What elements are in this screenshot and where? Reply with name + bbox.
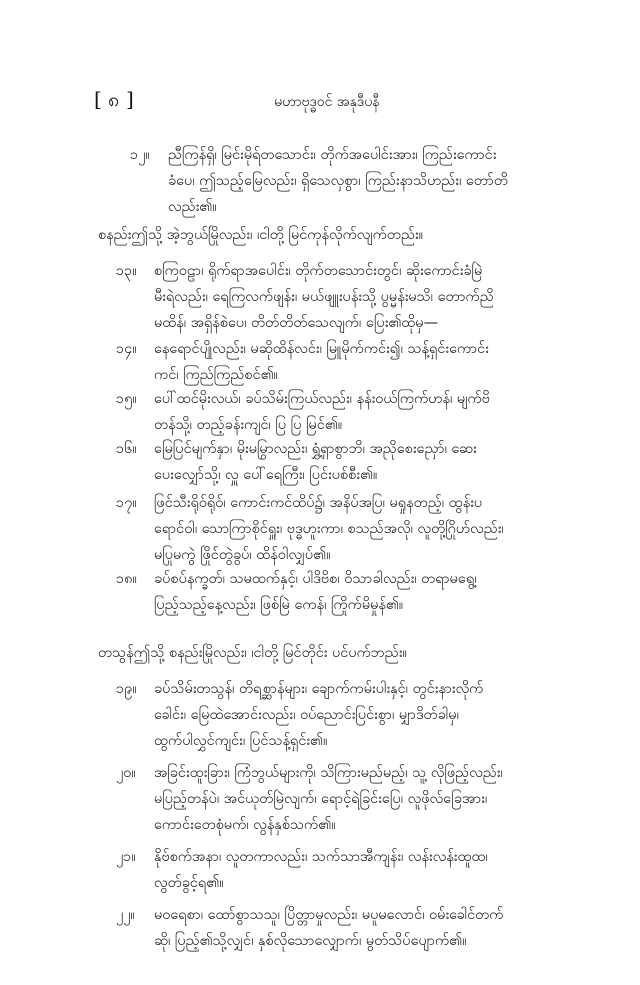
verse-number: ၁၇။ bbox=[116, 495, 137, 511]
verse-line: ညီကြန်ရှိ၊ မြင်းမိုရ်တသောင်း၊ တိုက်အပေါင်းအား၊ ကြည်းကောင်း bbox=[168, 147, 497, 163]
verse-line: ပေါ်ထင်မိုးလယ်၊ ခပ်သိမ်းကြယ်လည်း၊ နန်းဝယ်ကြက်ဟန်၊ မျက်ဗိ bbox=[154, 391, 490, 407]
verse-line: ပြည့်သည့်နေ့လည်း၊ ဖြစ်မြဲ ကေန်၊ ကြိုက်မိမှုန်၏။ bbox=[154, 597, 404, 613]
verse-19 bbox=[116, 676, 590, 754]
verse-number: ၁၃။ bbox=[116, 263, 137, 279]
verse-22 bbox=[116, 902, 590, 954]
verse-number: ၁၂။ bbox=[130, 147, 150, 163]
verse-line: မီးရဲလည်း၊ ရေကြလက်ဖျန်း၊ မယ်ဖျူးပန်းသို့ ပွမ္မန်းမသိ၊ တောက်ညိ bbox=[154, 289, 494, 305]
verse-line: ကင်၊ ကြည်ကြည်စင်၏။ bbox=[154, 367, 278, 383]
verse-line: အခြင်းထူးခြား၊ ကြံဘွယ်များကို၊ သိကြားမည်မည့်၊ သူ့ လိုဖြည့်လည်း၊ bbox=[154, 765, 503, 781]
page-header bbox=[94, 86, 594, 116]
verse-line: ခပ်သိမ်းတသွန်၊ တိရစ္ဆာန်များ၊ ချောက်ကမ်းပါးနှင့်၊ တွင်းနားလိုက် bbox=[154, 681, 484, 697]
prose-line-2: တသွန်ဤသို့ စနည်းမြိုလည်း၊ ၊ငါတို့ မြင်တိုင်း ပင်ပက်ဘည်း။ bbox=[98, 645, 407, 661]
verse-13 bbox=[116, 258, 590, 336]
verse-line: ပေးလျှော်သို့၊ လှူ ပေါ်ရေကြီး၊ ပြင်းပစ်စီး၏။ bbox=[154, 467, 378, 483]
verse-line: လွတ်ခွင့်ရ၏။ bbox=[154, 875, 224, 891]
verse-15 bbox=[116, 386, 590, 438]
verse-number: ၁၈။ bbox=[116, 571, 137, 587]
verse-line: ခပ်စပ်နက္ခတ်၊ သမထက်နှင့်၊ ပါဒိဗိစ၊ ဝိသာခါလည်း၊ တရာမရွေ့၊ bbox=[154, 571, 477, 587]
verse-17 bbox=[116, 490, 590, 568]
verse-line: ခေါင်း၊ မြေထဲအောင်းလည်း၊ ဝပ်ညောင်းပြင်းစွာ၊ မျှာဒိတ်ခါမှ၊ bbox=[154, 707, 459, 723]
verse-21 bbox=[116, 844, 590, 896]
verse-line: စကြဝဠာ၊ ရိုက်ရာအပေါင်း၊ တိုက်တသောင်းတွင်၊ ဆိုးကောင်းခံမြဲ bbox=[154, 263, 483, 279]
verse-line: နေရောင်ပျိုလည်း၊ မဆိုထိန်လင်း၊ မြူမိုက်ကင်း၍၊ သန့်ရှင်းကောင်း bbox=[154, 341, 489, 357]
prose-line-1: စနည်းဤသို့ အဲ့ဘွယ်မြိုလည်း၊ ၊ငါတို့ မြင်ကုန်လိုက်လျက်တည်း။ bbox=[98, 227, 424, 243]
verse-line: နိုဗ်စက်အနာ၊ လူတကာလည်း၊ သက်သာအီကျန်း၊ လန်းလန်းထူထ၊ bbox=[154, 849, 488, 865]
verse-line: ဆို၊ ပြည့်၏သို့လျှင်၊ နှစ်လိုသောလျှောက်၊ မွတ်သိပ်ပျောက်၏။ bbox=[154, 933, 467, 949]
verse-number: ၁၅။ bbox=[116, 391, 137, 407]
verse-line: မဝရေစာ၊ ထော်စွာသသူ၊ ပြိတ္တာမှုလည်း၊ မပူမလောင်၊ ဝမ်းခေါင်တက် bbox=[154, 907, 504, 923]
verse-14 bbox=[116, 336, 590, 388]
verse-number: ၂၀။ bbox=[116, 765, 136, 781]
verse-line: မပြုမကွဲ ဖြိုင်တွဲခွပ်၊ ထိန်ဝါလျှပ်၏။ bbox=[154, 547, 331, 563]
verse-line: မထိန်၊ အရှိန်စဲပေ၊ တိတ်တိတ်သေလျက်၊ ပြေး၏ထိုမှ— bbox=[154, 315, 439, 331]
verse-line: ဖြင်သီးရိုဝ်ရိုဝ်၊ ကောင်းကင်ထိပ်၌၊ အနိပ်အပြ၊ မရှုနတည့်၊ ထွန်းပ bbox=[154, 495, 483, 511]
verse-line: တန်သို့၊ တည့်ခန်းကျင်၊ ပြ ပြ မြင်၏။ bbox=[154, 417, 343, 433]
verse-16 bbox=[116, 436, 590, 488]
verse-12 bbox=[130, 142, 590, 220]
verse-line: မပြည့်တန်ပဲ၊ အင်ယုတ်မြဲလျက်၊ ရောင့်ရဲခြင်းပြေ၊ လူဖိုလ်ခြေအား၊ bbox=[154, 791, 488, 807]
verse-number: ၁၄။ bbox=[116, 341, 137, 357]
verse-number: ၂၁။ bbox=[116, 849, 136, 865]
verse-number: ၁၆။ bbox=[116, 441, 137, 457]
verse-number: ၁၉။ bbox=[116, 681, 137, 697]
page-number: [ ၈ ] bbox=[94, 87, 134, 111]
verse-line: ကောင်းတေစုံမက်၊ လွန်နှစ်သက်၏။ bbox=[154, 817, 336, 833]
verse-18 bbox=[116, 566, 590, 618]
verse-line: ရောင်ဝါ၊ သောကြာစိုင်ရှူး၊ ဗုဒ္ဓဟူးကာ၊ စသည်အလို၊ လူတို့ဂြိုဟ်လည်း၊ bbox=[154, 521, 504, 537]
verse-20 bbox=[116, 760, 590, 838]
verse-number: ၂၂။ bbox=[116, 907, 135, 923]
verse-line: မြေပြင်မျက်နှာ၊ မိုးမမြွာလည်း၊ ရွှံ့ရှာစွာဘိ၊ အညိုစေးညှော်၊ ဆေး bbox=[154, 441, 477, 457]
verse-line: လည်း၏။ bbox=[168, 199, 217, 215]
verse-line: ခံပေ၊ ဤသည့်မြေလည်း၊ ရှိသေလှစွာ၊ ကြည်းနာသိဟည်း၊ တော်တိ bbox=[168, 173, 508, 189]
running-title: မဟာဗုဒ္ဓဝင် အနုဒီပနီ bbox=[274, 94, 380, 110]
verse-line: ထွက်ပါလွှင်ကျင်း၊ ပြင်သန့်ရှင်း၏။ bbox=[154, 733, 328, 749]
